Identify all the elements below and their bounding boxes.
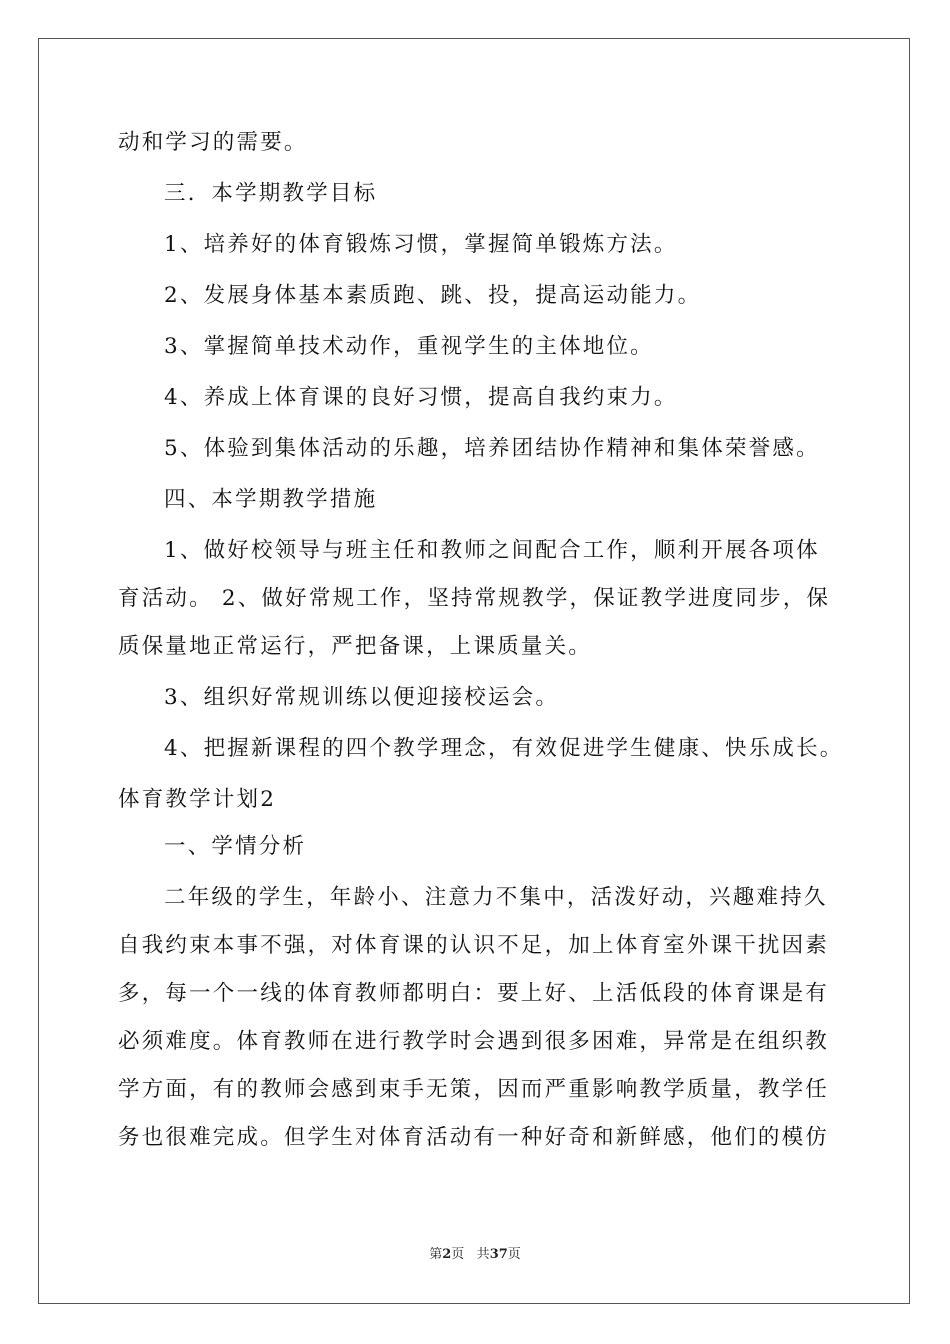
list-item: 5、体验到集体活动的乐趣，培养团结协作精神和集体荣誉感。 [164, 436, 820, 461]
footer-prefix: 第 [429, 1247, 443, 1262]
list-item: 1、做好校领导与班主任和教师之间配合工作，顺利开展各项体 [164, 538, 820, 563]
paragraph-line: 必须难度。体育教师在进行教学时会遇到很多困难，异常是在组织教 [118, 1029, 830, 1054]
footer-page-suffix: 页 [451, 1247, 465, 1262]
list-item: 4、把握新课程的四个教学理念，有效促进学生健康、快乐成长。 [164, 736, 844, 761]
total-pages: 37 [489, 1247, 508, 1262]
paragraph-line: 学方面，有的教师会感到束手无策，因而严重影响教学质量，教学任 [118, 1077, 830, 1102]
page-footer [0, 1246, 950, 1264]
list-item: 2、发展身体基本素质跑、跳、投，提高运动能力。 [164, 283, 702, 308]
paragraph-line: 质保量地正常运行，严把备课，上课质量关。 [118, 634, 593, 659]
list-item: 1、培养好的体育锻炼习惯，掌握简单锻炼方法。 [164, 232, 678, 257]
list-item: 3、组织好常规训练以便迎接校运会。 [164, 685, 560, 710]
page-border [38, 38, 910, 1304]
footer-total-prefix: 共 [476, 1247, 490, 1262]
footer-total-suffix: 页 [507, 1247, 521, 1262]
paragraph-line: 多，每一个一线的体育教师都明白：要上好、上活低段的体育课是有 [118, 981, 830, 1006]
section-heading: 四、本学期教学措施 [164, 487, 378, 512]
list-item: 3、掌握简单技术动作，重视学生的主体地位。 [164, 334, 654, 359]
page-number: 2 [442, 1247, 452, 1262]
paragraph-line: 育活动。 2、做好常规工作，坚持常规教学，保证教学进度同步，保 [118, 586, 831, 611]
paragraph-line: 动和学习的需要。 [118, 130, 308, 155]
section-heading: 一、学情分析 [164, 834, 307, 859]
paragraph-line: 务也很难完成。但学生对体育活动有一种好奇和新鲜感，他们的模仿 [118, 1125, 830, 1150]
list-item: 4、养成上体育课的良好习惯，提高自我约束力。 [164, 385, 678, 410]
section-heading: 三．本学期教学目标 [164, 181, 378, 206]
paragraph-line: 二年级的学生，年龄小、注意力不集中，活泼好动，兴趣难持久 [164, 885, 828, 910]
paragraph-line: 自我约束本事不强，对体育课的认识不足，加上体育室外课干扰因素 [118, 933, 830, 958]
document-title: 体育教学计划2 [118, 787, 277, 812]
